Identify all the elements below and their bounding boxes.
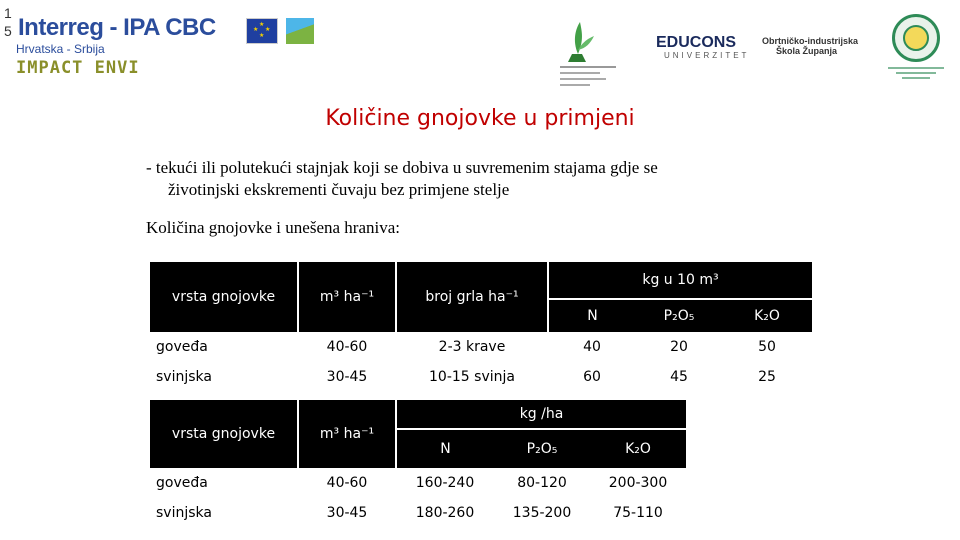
header-rate: m³ ha⁻¹ [298,262,396,332]
header-n: N [548,299,636,332]
header-p: P₂O₅ [494,429,590,468]
intro-text: Količina gnojovke i unešena hraniva: [146,218,400,237]
seal-caption-lines [884,66,948,80]
table-row: svinjska 30-45 180-260 135-200 75-110 [156,505,663,521]
eu-flag-icon: ★ ★ ★ ★ [246,18,278,44]
impact-envi-logo: IMPACT ENVI [16,58,140,78]
agriculture-faculty-logo [558,10,618,90]
header-count: broj grla ha⁻¹ [396,262,548,332]
nutrient-table-per-ha [150,400,686,528]
header-group: kg u 10 m³ [548,262,812,299]
header-group: kg /ha [396,400,686,429]
nutrient-table-per-10m3 [150,262,812,392]
educons-subtitle: UNIVERZITET [664,51,750,60]
page-title: Količine gnojovke u primjeni [325,106,635,131]
header-p: P₂O₅ [636,299,722,332]
header-rate: m³ ha⁻¹ [298,400,396,468]
interreg-logo: Interreg - IPA CBC [18,14,216,41]
header-type: vrsta gnojovke [150,262,298,332]
table-row: svinjska 30-45 10-15 svinja 60 45 25 [156,369,776,385]
program-subtitle: Hrvatska - Srbija [16,42,105,56]
slide-number: 1 5 [4,5,12,39]
road-logo-icon [286,18,314,44]
school-seal-icon [892,14,940,62]
definition-text: - tekući ili polutekući stajnjak koji se dobiva u suvremenim stajama gdje se životinjski ekskrementi čuvaju bez primjene stelje [146,158,658,199]
header-k: K₂O [722,299,812,332]
table-row: goveđa 40-60 160-240 80-120 200-300 [156,475,668,491]
table-row: goveđa 40-60 2-3 krave 40 20 50 [156,339,776,355]
educons-logo: EDUCONS [656,34,737,51]
header-n: N [396,429,494,468]
obrtnicko-logo: Obrtničko-industrijska Škola Županja [762,36,859,56]
header-type: vrsta gnojovke [150,400,298,468]
header-k: K₂O [590,429,686,468]
